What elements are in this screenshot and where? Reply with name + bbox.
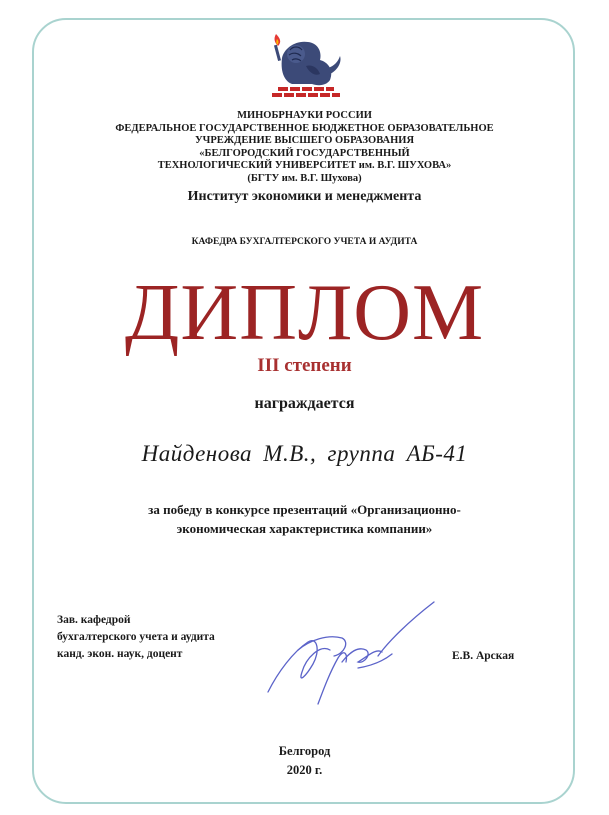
department-name: КАФЕДРА БУХГАЛТЕРСКОГО УЧЕТА И АУДИТА [191,237,418,247]
header-line: МИНОБРНАУКИ РОССИИ [237,110,372,121]
university-lion-logo [262,28,348,102]
header-line: ФЕДЕРАЛЬНОЕ ГОСУДАРСТВЕННОЕ БЮДЖЕТНОЕ ОБРАЗОВАТЕЛЬНОЕ [115,122,494,134]
award-reason-line: экономическая характеристика компании» [176,521,433,536]
diploma-degree: III степени [257,355,352,376]
issue-place-date [60,742,549,780]
recipient-name: Найденова М.В., группа АБ-41 [141,441,468,466]
award-reason [60,500,549,538]
signer-position-line: Зав. кафедрой [57,614,131,626]
header-line: «БЕЛГОРОДСКИЙ ГОСУДАРСТВЕННЫЙ [199,147,410,159]
award-reason-line: за победу в конкурсе презентаций «Организационно- [148,502,461,517]
issue-year: 2020 г. [286,763,323,777]
awarded-label: награждается [254,395,355,412]
signer-position [57,612,215,663]
header-line: ТЕХНОЛОГИЧЕСКИЙ УНИВЕРСИТЕТ им. В.Г. ШУХОВА» [157,160,452,172]
handwritten-signature [258,592,448,707]
signer-name: Е.В. Арская [452,650,515,662]
issue-city: Белгород [278,744,331,758]
signer-position-line: бухгалтерского учета и аудита [57,631,215,643]
header-line: УЧРЕЖДЕНИЕ ВЫСШЕГО ОБРАЗОВАНИЯ [194,135,415,147]
header-line: (БГТУ им. В.Г. Шухова) [247,172,362,184]
diploma-title: ДИПЛОМ [124,269,485,357]
institute-name: Институт экономики и менеджмента [187,189,422,204]
university-header [60,110,549,186]
signer-position-line: канд. экон. наук, доцент [57,648,183,660]
